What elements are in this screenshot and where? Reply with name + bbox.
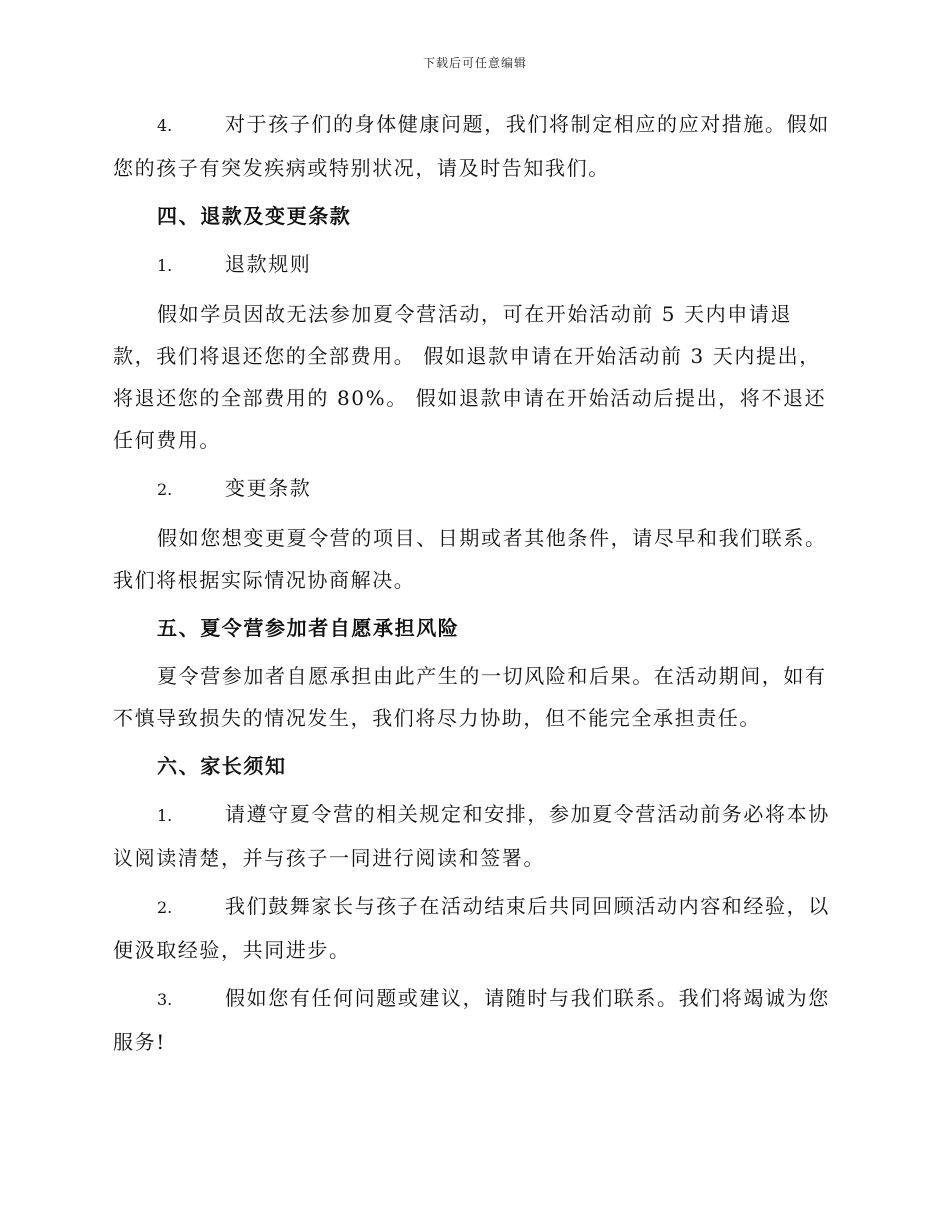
- item-text: 对于孩子们的身体健康问题，我们将制定相应的应对措施。假如您的孩子有突发疾病或特别状况，请及时告知我们。: [113, 112, 830, 180]
- page-header: 下载后可任意编辑: [422, 56, 527, 70]
- item-number: 4.: [157, 116, 173, 135]
- item-number: 3.: [157, 990, 173, 1009]
- item-number: 1.: [157, 256, 173, 275]
- risk-paragraph: 夏令营参加者自愿承担由此产生的一切风险和后果。在活动期间，如有不慎导致损失的情况发生，我们将尽力协助，但不能完全承担责任。: [113, 664, 827, 730]
- change-terms-item: [113, 467, 833, 511]
- parent-notice-item-1: [113, 793, 833, 879]
- item-text: 变更条款: [225, 476, 312, 500]
- refund-rule-item: [113, 243, 833, 287]
- item-number: 2.: [157, 898, 173, 917]
- refund-rule-paragraph: 假如学员因故无法参加夏令营活动，可在开始活动前 5 天内申请退款，我们将退还您的全部费用。 假如退款申请在开始活动前 3 天内提出，将退还您的全部费用的 80%。 假如退款申请在开始活动后提出，将不退还任何费用。: [113, 302, 827, 452]
- section-heading-parents: 六、家长须知: [157, 754, 287, 778]
- item-text: 假如您有任何问题或建议，请随时与我们联系。我们将竭诚为您服务!: [113, 986, 830, 1054]
- item-text: 请遵守夏令营的相关规定和安排，参加夏令营活动前务必将本协议阅读清楚，并与孩子一同进行阅读和签署。: [113, 802, 830, 870]
- health-item-4: [113, 103, 833, 189]
- item-text: 退款规则: [225, 252, 312, 276]
- item-number: 2.: [157, 480, 173, 499]
- section-heading-refund: 四、退款及变更条款: [157, 204, 352, 228]
- change-terms-paragraph: 假如您想变更夏令营的项目、日期或者其他条件，请尽早和我们联系。我们将根据实际情况协商解决。: [113, 526, 827, 592]
- parent-notice-item-2: [113, 885, 833, 971]
- section-heading-risk: 五、夏令营参加者自愿承担风险: [157, 616, 460, 640]
- item-number: 1.: [157, 806, 173, 825]
- item-text: 我们鼓舞家长与孩子在活动结束后共同回顾活动内容和经验，以便汲取经验，共同进步。: [113, 894, 830, 962]
- document-body: [113, 103, 833, 1069]
- parent-notice-item-3: [113, 977, 833, 1063]
